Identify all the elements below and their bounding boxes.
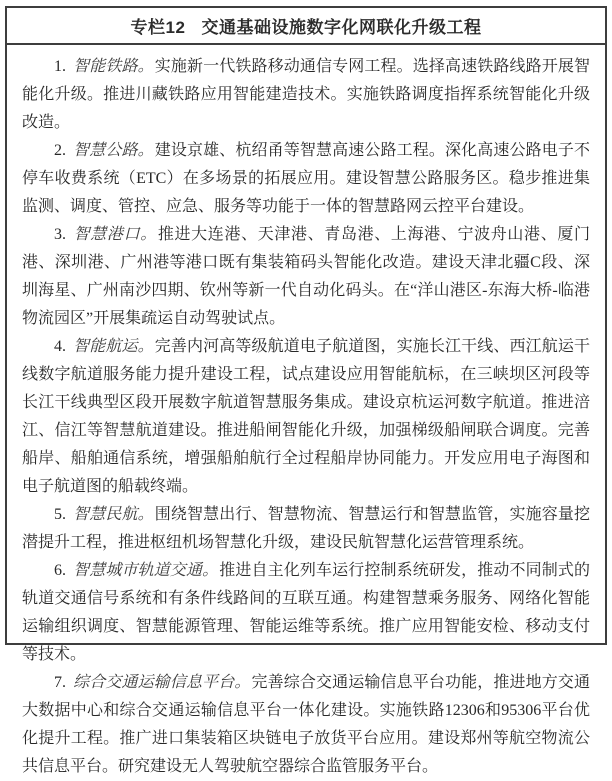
item-body-text: 围绕智慧出行、智慧物流、智慧运行和智慧监管，实施容量挖潜提升工程，推进枢纽机场智慧化升级，建设民航智慧化运营管理系统。 bbox=[22, 506, 590, 551]
item-heading: 智慧港口。 bbox=[73, 226, 157, 243]
list-item-1 bbox=[22, 53, 590, 137]
item-heading: 智慧公路。 bbox=[73, 142, 154, 159]
item-body-text: 完善内河高等级航道电子航道图，实施长江干线、西江航运干线数字航道服务能力提升建设工程，试点建设应用智能航标，在三峡坝区河段等长江干线典型区段开展数字航道智慧服务集成。建设京杭运河数字航道。推进涪江、信江等智慧航道建设。推进船闸智能化升级，加强梯级船闸联合调度。完善船岸、船舶通信系统，增强船舶航行全过程船岸协同能力。开发应用电子海图和电子航道图的船载终端。 bbox=[22, 338, 590, 495]
list-item-7 bbox=[22, 669, 590, 781]
list-item-4 bbox=[22, 333, 590, 501]
item-number: 6. bbox=[54, 562, 66, 579]
item-number: 1. bbox=[54, 58, 66, 75]
column-title-label: 交通基础设施数字化网联化升级工程 bbox=[201, 18, 482, 37]
item-body-text: 建设京雄、杭绍甬等智慧高速公路工程。深化高速公路电子不停车收费系统（ETC）在多场景的拓展应用。建设智慧公路服务区。稳步推进集监测、调度、管控、应急、服务等功能于一体的智慧路网云控平台建设。 bbox=[22, 142, 590, 215]
item-number: 4. bbox=[54, 338, 66, 355]
item-heading: 智慧城市轨道交通。 bbox=[73, 562, 219, 579]
item-body-text: 推进大连港、天津港、青岛港、上海港、宁波舟山港、厦门港、深圳港、广州港等港口既有集装箱码头智能化改造。建设天津北疆C段、深圳海星、广州南沙四期、钦州等新一代自动化码头。在“洋山港区-东海大桥-临港物流园区”开展集疏运自动驾驶试点。 bbox=[22, 226, 590, 327]
column-box-panel bbox=[5, 6, 607, 775]
list-item-5 bbox=[22, 501, 590, 557]
list-item-6 bbox=[22, 557, 590, 669]
column-number-label: 专栏12 bbox=[130, 18, 186, 37]
document-body bbox=[7, 45, 605, 781]
item-body-text: 实施新一代铁路移动通信专网工程。选择高速铁路线路开展智能化升级。推进川藏铁路应用智能建造技术。实施铁路调度指挥系统智能化升级改造。 bbox=[22, 58, 590, 131]
item-heading: 智能航运。 bbox=[73, 338, 154, 355]
item-number: 7. bbox=[54, 674, 66, 691]
page-title bbox=[7, 8, 605, 45]
item-heading: 智慧民航。 bbox=[73, 506, 154, 523]
item-heading: 智能铁路。 bbox=[73, 58, 154, 75]
item-number: 5. bbox=[54, 506, 66, 523]
item-number: 2. bbox=[54, 142, 66, 159]
list-item-3 bbox=[22, 221, 590, 333]
item-number: 3. bbox=[54, 226, 66, 243]
item-heading: 综合交通运输信息平台。 bbox=[73, 674, 251, 691]
item-body-text: 推进自主化列车运行控制系统研发，推动不同制式的轨道交通信号系统和有条件线路间的互联互通。构建智慧乘务服务、网络化智能运输组织调度、智慧能源管理、智能运维等系统。推广应用智能安检、移动支付等技术。 bbox=[22, 562, 590, 663]
list-item-2 bbox=[22, 137, 590, 221]
item-body-text: 完善综合交通运输信息平台功能，推进地方交通大数据中心和综合交通运输信息平台一体化建设。实施铁路12306和95306平台优化提升工程。推广进口集装箱区块链电子放货平台应用。建设郑州等航空物流公共信息平台。研究建设无人驾驶航空器综合监管服务平台。 bbox=[22, 674, 590, 775]
